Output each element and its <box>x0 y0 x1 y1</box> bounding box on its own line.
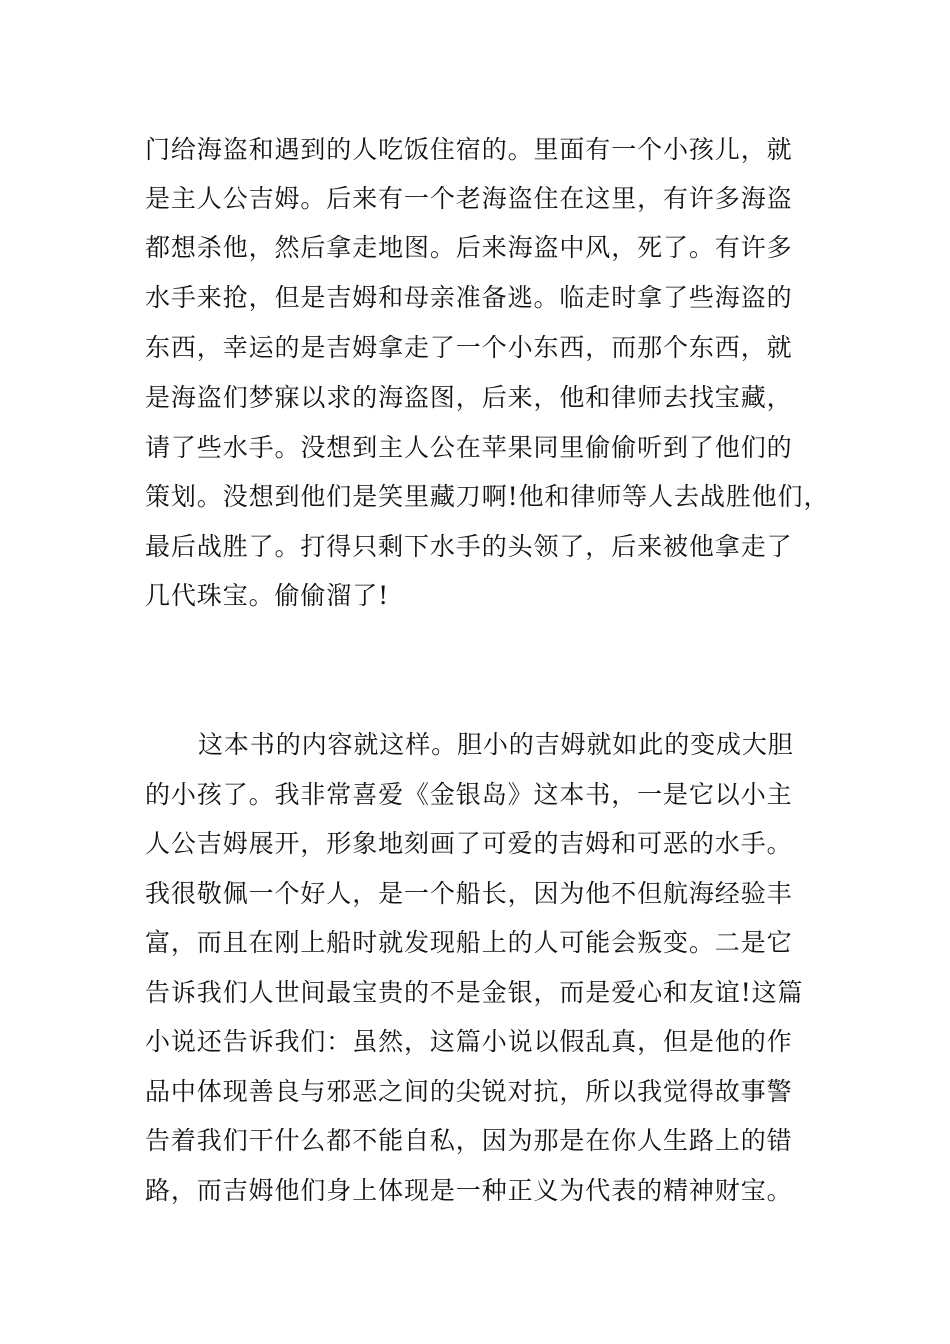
paragraph-2-line-8: 品中体现善良与邪恶之间的尖锐对抗，所以我觉得故事警 <box>145 1077 793 1106</box>
paragraph-2-line-9: 告着我们干什么都不能自私，因为那是在你人生路上的错 <box>145 1126 793 1155</box>
paragraph-2-line-2: 的小孩了。我非常喜爱《金银岛》这本书，一是它以小主 <box>145 780 793 809</box>
paragraph-2-line-10: 路，而吉姆他们身上体现是一种正义为代表的精神财宝。 <box>145 1176 793 1205</box>
paragraph-2-line-1: 这本书的内容就这样。胆小的吉姆就如此的变成大胆 <box>198 730 794 759</box>
paragraph-2-line-5: 富，而且在刚上船时就发现船上的人可能会叛变。二是它 <box>145 928 793 957</box>
paragraph-2-line-7: 小说还告诉我们：虽然，这篇小说以假乱真，但是他的作 <box>145 1027 793 1056</box>
paragraph-1-line-1: 门给海盗和遇到的人吃饭住宿的。里面有一个小孩儿，就 <box>145 135 793 164</box>
paragraph-1-line-5: 东西，幸运的是吉姆拿走了一个小东西，而那个东西，就 <box>145 333 793 362</box>
paragraph-1-line-4: 水手来抢，但是吉姆和母亲准备逃。临走时拿了些海盗的 <box>145 283 793 312</box>
paragraph-1-line-8: 策划。没想到他们是笑里藏刀啊!他和律师等人去战胜他们， <box>145 482 830 511</box>
paragraph-2-line-3: 人公吉姆展开，形象地刻画了可爱的吉姆和可恶的水手。 <box>145 829 793 858</box>
paragraph-2-line-6: 告诉我们人世间最宝贵的不是金银，而是爱心和友谊!这篇 <box>145 978 804 1007</box>
paragraph-1-line-2: 是主人公吉姆。后来有一个老海盗住在这里，有许多海盗 <box>145 184 793 213</box>
paragraph-1-line-10: 几代珠宝。偷偷溜了! <box>145 581 390 610</box>
paragraph-1-line-6: 是海盗们梦寐以求的海盗图，后来，他和律师去找宝藏， <box>145 383 793 412</box>
paragraph-2-line-4: 我很敬佩一个好人，是一个船长，因为他不但航海经验丰 <box>145 879 793 908</box>
paragraph-1-line-3: 都想杀他，然后拿走地图。后来海盗中风，死了。有许多 <box>145 233 793 262</box>
paragraph-1-line-7: 请了些水手。没想到主人公在苹果同里偷偷听到了他们的 <box>145 433 793 462</box>
paragraph-1-line-9: 最后战胜了。打得只剩下水手的头领了，后来被他拿走了 <box>145 532 793 561</box>
